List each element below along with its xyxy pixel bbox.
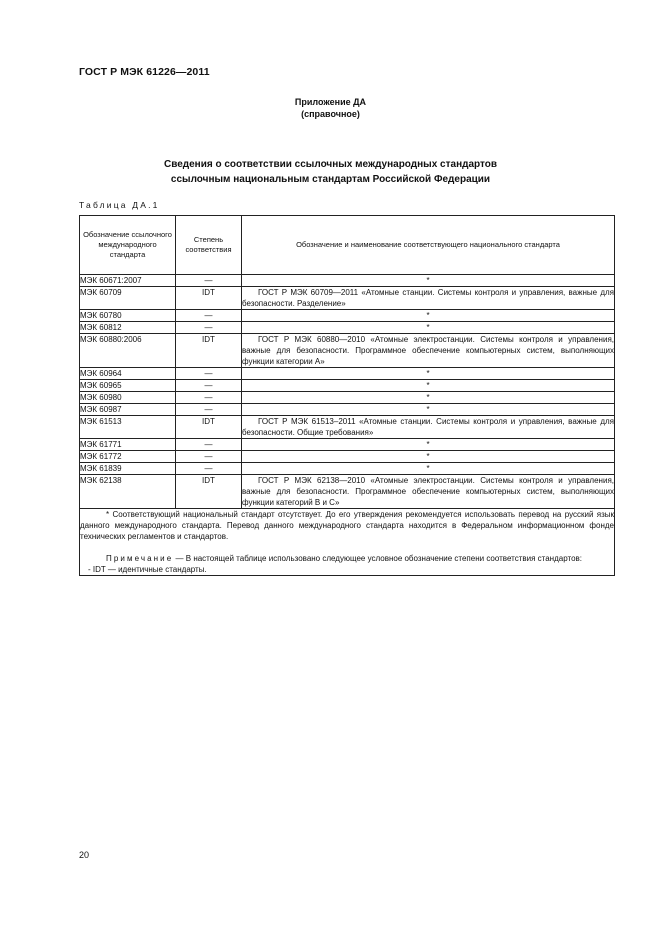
table-row (80, 334, 615, 368)
correspondence-degree-cell: — (176, 463, 242, 475)
correspondence-degree-cell: — (176, 380, 242, 392)
national-standard-cell: ГОСТ Р МЭК 61513–2011 «Атомные станции. Системы контроля и управления, важные для безопасности. Общие требования» (242, 417, 614, 437)
header-international-standard: Обозначение ссылочного международного стандарта (80, 216, 176, 275)
section-title-line-2: ссылочным национальным стандартам Российской Федерации (170, 174, 491, 185)
table-row (80, 275, 615, 287)
national-standard-cell: * (242, 439, 615, 451)
header-national-standard: Обозначение и наименование соответствующего национального стандарта (242, 216, 615, 275)
national-standard-cell: ГОСТ Р МЭК 60709—2011 «Атомные станции. Системы контроля и управления, важные для безопасности. Разделение» (242, 288, 614, 308)
national-standard-cell: * (242, 451, 615, 463)
correspondence-degree-cell: — (176, 275, 242, 287)
international-code-cell: МЭК 62138 (80, 475, 176, 509)
page-number: 20 (79, 850, 90, 860)
international-code-cell: МЭК 61839 (80, 463, 176, 475)
correspondence-degree-cell: IDT (176, 287, 242, 310)
national-standard-cell: * (242, 463, 615, 475)
table-row (80, 463, 615, 475)
international-code-cell: МЭК 61771 (80, 439, 176, 451)
national-standard-cell: ГОСТ Р МЭК 60880—2010 «Атомные электростанции. Системы контроля и управления, важные для безопасности. Программное обеспечение компьютерных систем, выполняющих функции категории А» (242, 335, 614, 366)
national-standard-cell: * (242, 392, 615, 404)
table-row (80, 287, 615, 310)
correspondence-degree-cell: — (176, 404, 242, 416)
table-row (80, 380, 615, 392)
table-row (80, 451, 615, 463)
section-title-line-1: Сведения о соответствии ссылочных международных стандартов (163, 159, 498, 170)
note-item: - IDT — идентичные стандарты. (88, 565, 207, 574)
note (80, 553, 614, 564)
national-standard-cell: * (242, 275, 615, 287)
correspondence-degree-cell: — (176, 310, 242, 322)
table-row (80, 475, 615, 509)
table-notes-row (80, 509, 615, 576)
correspondence-degree-cell: IDT (176, 416, 242, 439)
table-row (80, 439, 615, 451)
appendix-title: Приложение ДА (294, 97, 367, 107)
note-text: — В настоящей таблице использовано следующее условное обозначение степени соответствия стандартов: (173, 554, 582, 563)
international-code-cell: МЭК 60880:2006 (80, 334, 176, 368)
table-row (80, 368, 615, 380)
correspondence-degree-cell: — (176, 451, 242, 463)
table-row (80, 416, 615, 439)
table-row (80, 392, 615, 404)
international-code-cell: МЭК 61772 (80, 451, 176, 463)
international-code-cell: МЭК 60709 (80, 287, 176, 310)
international-code-cell: МЭК 60812 (80, 322, 176, 334)
national-standard-cell: * (242, 310, 615, 322)
correspondence-degree-cell: — (176, 368, 242, 380)
correspondence-degree-cell: — (176, 439, 242, 451)
appendix-subtitle: (справочное) (301, 109, 360, 119)
table-row (80, 322, 615, 334)
international-code-cell: МЭК 61513 (80, 416, 176, 439)
international-code-cell: МЭК 60965 (80, 380, 176, 392)
correspondence-table (79, 215, 615, 576)
table-row (80, 404, 615, 416)
footnote: * Соответствующий национальный стандарт отсутствует. До его утверждения рекомендуется использовать перевод на русский язык данного международного стандарта. Перевод данного международного стандарта находится в Федеральном информационном фонде технических регламентов и стандартов. (80, 510, 614, 541)
table-caption: Таблица ДА.1 (79, 200, 160, 210)
table-row (80, 310, 615, 322)
correspondence-degree-cell: — (176, 322, 242, 334)
document-header: ГОСТ Р МЭК 61226—2011 (79, 66, 210, 78)
correspondence-degree-cell: — (176, 392, 242, 404)
note-label: Примечание (106, 554, 174, 563)
national-standard-cell: ГОСТ Р МЭК 62138—2010 «Атомные электростанции. Системы контроля и управления, важные для безопасности. Программное обеспечение компьютерных систем, выполняющих функции категорий В и С» (242, 476, 614, 507)
correspondence-degree-cell: IDT (176, 475, 242, 509)
table-header-row (80, 216, 615, 275)
correspondence-degree-cell: IDT (176, 334, 242, 368)
international-code-cell: МЭК 60987 (80, 404, 176, 416)
national-standard-cell: * (242, 322, 615, 334)
header-correspondence-degree: Степень соответствия (176, 216, 242, 275)
international-code-cell: МЭК 60671:2007 (80, 275, 176, 287)
international-code-cell: МЭК 60964 (80, 368, 176, 380)
national-standard-cell: * (242, 380, 615, 392)
international-code-cell: МЭК 60780 (80, 310, 176, 322)
table-notes (80, 509, 615, 576)
national-standard-cell: * (242, 404, 615, 416)
international-code-cell: МЭК 60980 (80, 392, 176, 404)
national-standard-cell: * (242, 368, 615, 380)
